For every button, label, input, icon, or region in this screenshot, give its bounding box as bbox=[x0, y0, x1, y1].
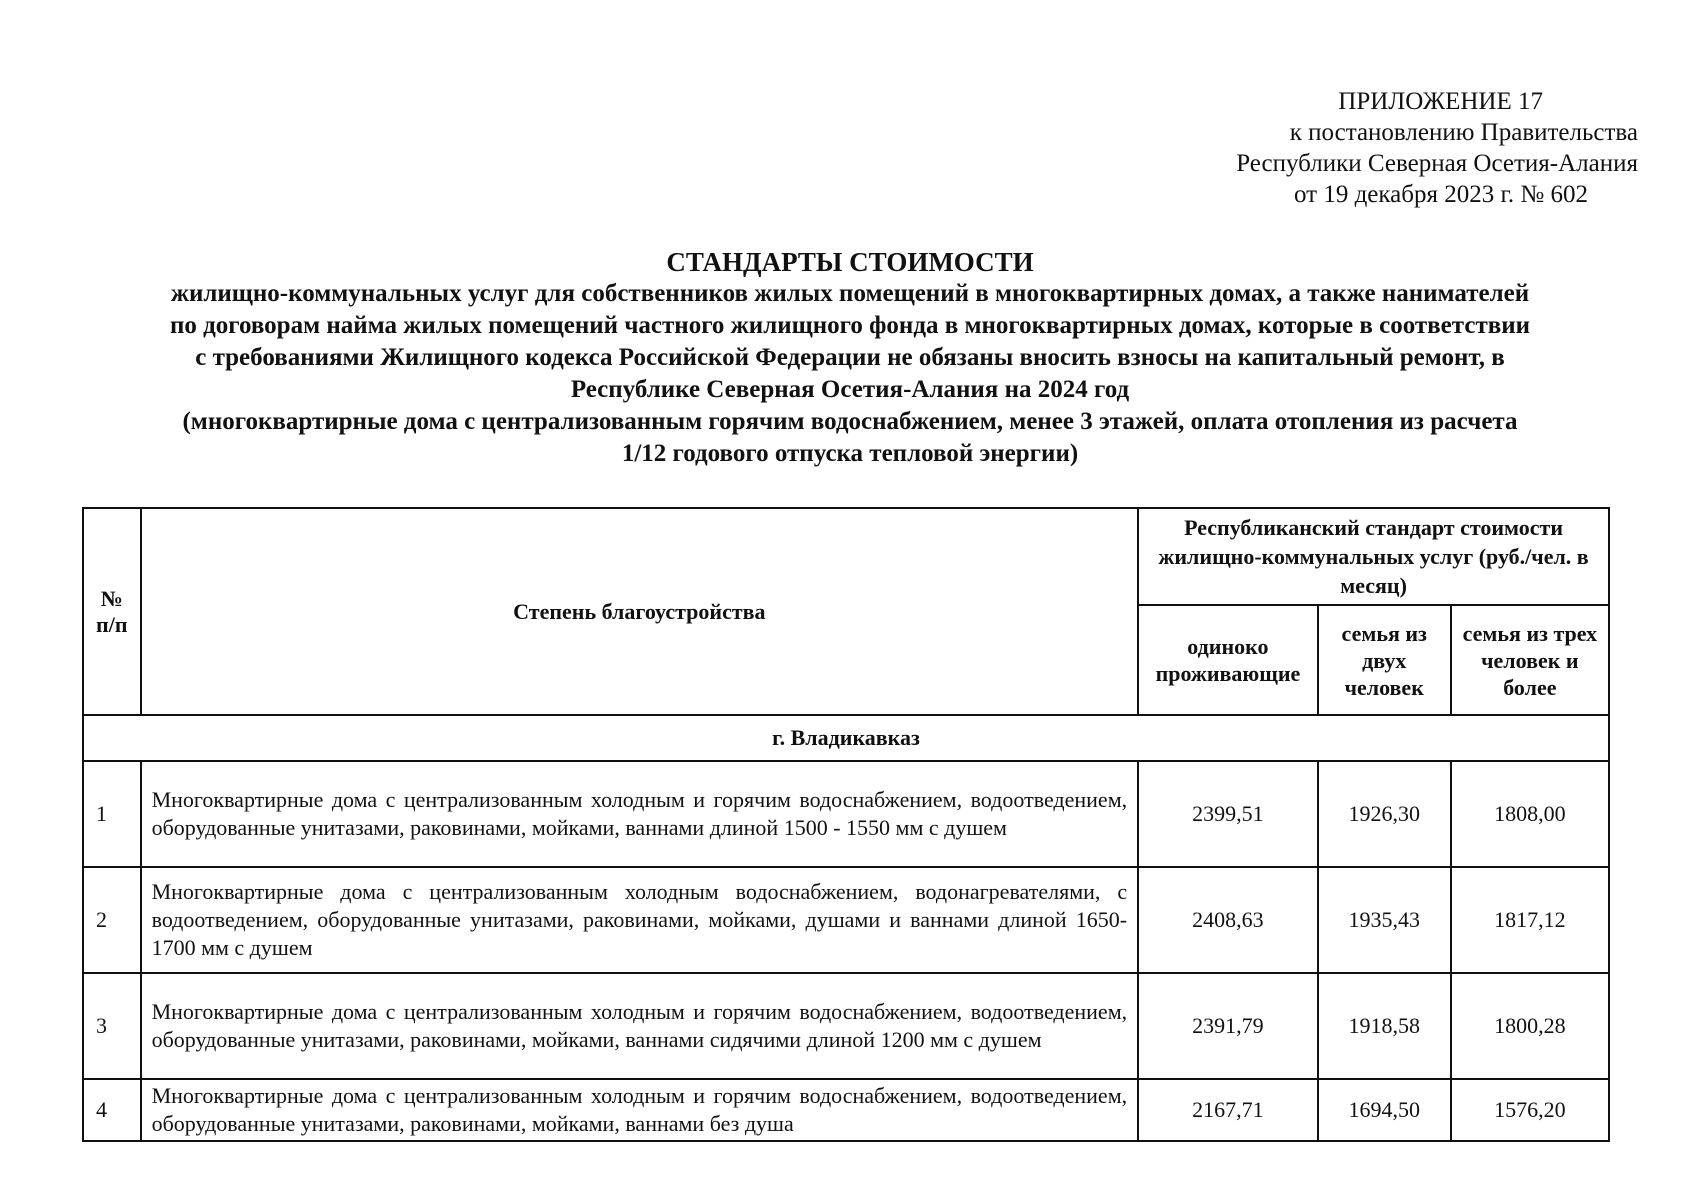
document-subtitle-line-4: Республике Северная Осетия-Алания на 2024 год bbox=[570, 376, 1130, 403]
header-single: одиноко проживающие bbox=[1138, 605, 1318, 715]
row-value-single: 2167,71 bbox=[1138, 1079, 1318, 1141]
header-family-three: семья из трех человек и более bbox=[1451, 605, 1609, 715]
table-row bbox=[83, 867, 1609, 973]
header-family-two: семья из двух человек bbox=[1318, 605, 1451, 715]
section-city: г. Владикавказ bbox=[83, 715, 1609, 761]
section-row bbox=[83, 715, 1609, 761]
document-title: СТАНДАРТЫ СТОИМОСТИ bbox=[666, 247, 1034, 277]
row-value-two: 1935,43 bbox=[1318, 867, 1451, 973]
row-value-single: 2391,79 bbox=[1138, 973, 1318, 1079]
row-value-two: 1694,50 bbox=[1318, 1079, 1451, 1141]
row-value-three: 1808,00 bbox=[1451, 761, 1609, 867]
table-row bbox=[83, 761, 1609, 867]
row-value-two: 1918,58 bbox=[1318, 973, 1451, 1079]
row-value-single: 2399,51 bbox=[1138, 761, 1318, 867]
header-number: № п/п bbox=[83, 508, 141, 715]
row-value-two: 1926,30 bbox=[1318, 761, 1451, 867]
appendix-date: от 19 декабря 2023 г. № 602 bbox=[1293, 181, 1588, 208]
row-number: 3 bbox=[83, 973, 141, 1079]
header-row bbox=[83, 508, 1609, 605]
appendix-line-2: Республики Северная Осетия-Алания bbox=[1236, 150, 1638, 177]
row-value-three: 1800,28 bbox=[1451, 973, 1609, 1079]
row-description: Многоквартирные дома с централизованным холодным водоснабжением, водонагревателями, с водоотведением, оборудованные унитазами, раковинами, мойками, душами и ваннами длиной 1650-1700 мм с душем bbox=[141, 867, 1139, 973]
row-value-single: 2408,63 bbox=[1138, 867, 1318, 973]
document-subtitle-line-2: по договорам найма жилых помещений частного жилищного фонда в многоквартирных домах, которые в соответствии bbox=[169, 312, 1531, 339]
row-description: Многоквартирные дома с централизованным холодным и горячим водоснабжением, водоотведением, оборудованные унитазами, раковинами, мойками, ваннами сидячими длиной 1200 мм с душем bbox=[141, 973, 1139, 1079]
table-row bbox=[83, 973, 1609, 1079]
table-row bbox=[83, 1079, 1609, 1141]
row-number: 2 bbox=[83, 867, 141, 973]
document-heading bbox=[80, 246, 1620, 470]
cost-standards-table bbox=[82, 507, 1610, 1142]
row-description: Многоквартирные дома с централизованным холодным и горячим водоснабжением, водоотведением, оборудованные унитазами, раковинами, мойками, ваннами без душа bbox=[141, 1079, 1139, 1141]
appendix-block bbox=[1158, 86, 1638, 210]
header-description: Степень благоустройства bbox=[141, 508, 1139, 715]
document-subtitle-line-6: 1/12 годового отпуска тепловой энергии) bbox=[621, 440, 1079, 467]
appendix-title: ПРИЛОЖЕНИЕ 17 bbox=[1338, 88, 1543, 115]
row-value-three: 1817,12 bbox=[1451, 867, 1609, 973]
header-standard-group: Республиканский стандарт стоимости жилищно-коммунальных услуг (руб./чел. в месяц) bbox=[1138, 508, 1609, 605]
document-subtitle-line-3: с требованиями Жилищного кодекса Российской Федерации не обязаны вносить взносы на капитальный ремонт, в bbox=[195, 344, 1505, 371]
row-number: 1 bbox=[83, 761, 141, 867]
document-subtitle-line-1: жилищно-коммунальных услуг для собственников жилых помещений в многоквартирных домах, а также нанимателей bbox=[170, 280, 1530, 307]
row-number: 4 bbox=[83, 1079, 141, 1141]
document-subtitle-line-5: (многоквартирные дома с централизованным горячим водоснабжением, менее 3 этажей, оплата отопления из расчета bbox=[182, 408, 1518, 435]
appendix-line-1: к постановлению Правительства bbox=[1289, 119, 1638, 146]
row-value-three: 1576,20 bbox=[1451, 1079, 1609, 1141]
row-description: Многоквартирные дома с централизованным холодным и горячим водоснабжением, водоотведением, оборудованные унитазами, раковинами, мойками, ваннами длиной 1500 - 1550 мм с душем bbox=[141, 761, 1139, 867]
